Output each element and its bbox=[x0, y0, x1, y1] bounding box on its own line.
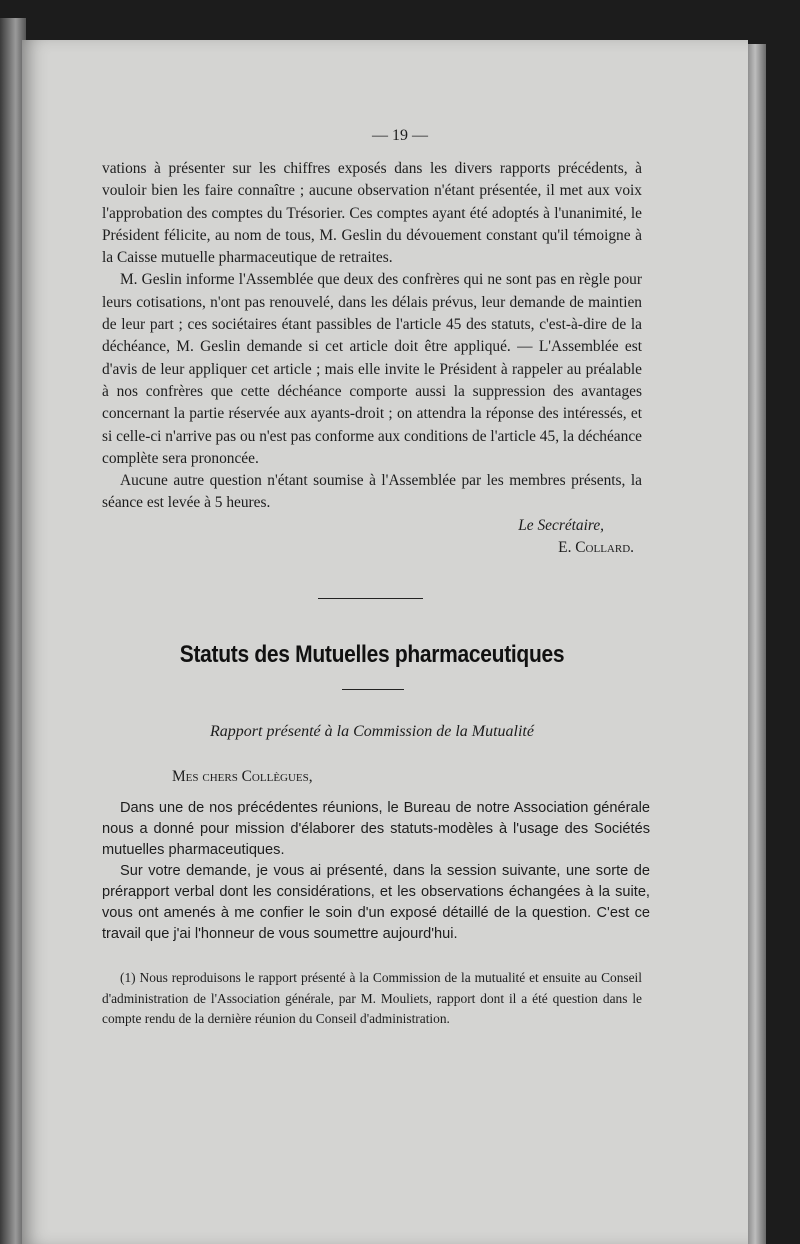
report-paragraph-2: Sur votre demande, je vous ai présenté, dans la session suivante, une sorte de prérapport verbal dont les considérations, et les observations échangées à la suite, vous ont amenés à me confier le soin d'un exposé détaillé de la question. C'est ce travail que j'ai l'honneur de vous soumettre aujourd'hui. bbox=[102, 863, 650, 942]
footnote bbox=[102, 968, 642, 1030]
report-body bbox=[102, 798, 650, 945]
heading-underline bbox=[342, 689, 404, 690]
salutation: Mes chers Collègues, bbox=[172, 768, 313, 785]
paragraph-accounts: vations à présenter sur les chiffres exposés dans les divers rapports précédents, à vouloir bien les faire connaître ; aucune observation n'étant présentée, il met aux voix l'approbation des comptes du Trésorier. Ces comptes ayant été adoptés à l'unanimité, le Président félicite, au nom de tous, M. Geslin du dévouement constant qu'il témoigne à la Caisse mutuelle pharmaceutique de retraites. bbox=[102, 160, 642, 267]
section-heading: Statuts des Mutuelles pharmaceutiques bbox=[179, 641, 565, 668]
signature-role: Le Secrétaire, bbox=[518, 516, 604, 534]
page-stack-edge bbox=[748, 44, 766, 1244]
page-number: — 19 — bbox=[372, 127, 428, 144]
signature-name: E. Collard. bbox=[558, 539, 634, 557]
paragraph-forfeiture: M. Geslin informe l'Assemblée que deux des confrères qui ne sont pas en règle pour leurs cotisations, n'ont pas renouvelé, dans les délais prévus, leur demande de maintien de leur part ; ces sociétaires étant passibles de l'article 45 des statuts, c'est-à-dire de la déchéance, M. Geslin demande si cet article doit être appliqué. — L'Assemblée est d'avis de leur appliquer cet article ; mais elle invite le Président à rappeler au préalable à nos confrères que cette déchéance comporte aussi la suppression des avantages concernant la partie réservée aux ayants-droit ; on attendra la réponse des intéressés, et si celle-ci n'arrive pas ou n'est pas conforme aux conditions de l'article 45, la déchéance complète sera prononcée. bbox=[102, 271, 642, 467]
report-subheading: Rapport présenté à la Commission de la Mutualité bbox=[210, 723, 534, 740]
minutes-text bbox=[102, 158, 642, 559]
footnote-text: (1) Nous reproduisons le rapport présenté à la Commission de la mutualité et ensuite au Conseil d'administration de l'Association générale, par M. Mouliets, rapport dont il a été question dans le compte rendu de la dernière réunion du Conseil d'administration. bbox=[102, 970, 642, 1026]
report-paragraph-1: Dans une de nos précédentes réunions, le Bureau de notre Association générale nous a donné pour mission d'élaborer des statuts-modèles à l'usage des Sociétés mutuelles pharmaceutiques. bbox=[102, 800, 650, 858]
paragraph-closing: Aucune autre question n'étant soumise à l'Assemblée par les membres présents, la séance est levée à 5 heures. bbox=[102, 472, 642, 512]
section-divider bbox=[318, 598, 423, 599]
signature-block bbox=[102, 515, 642, 560]
